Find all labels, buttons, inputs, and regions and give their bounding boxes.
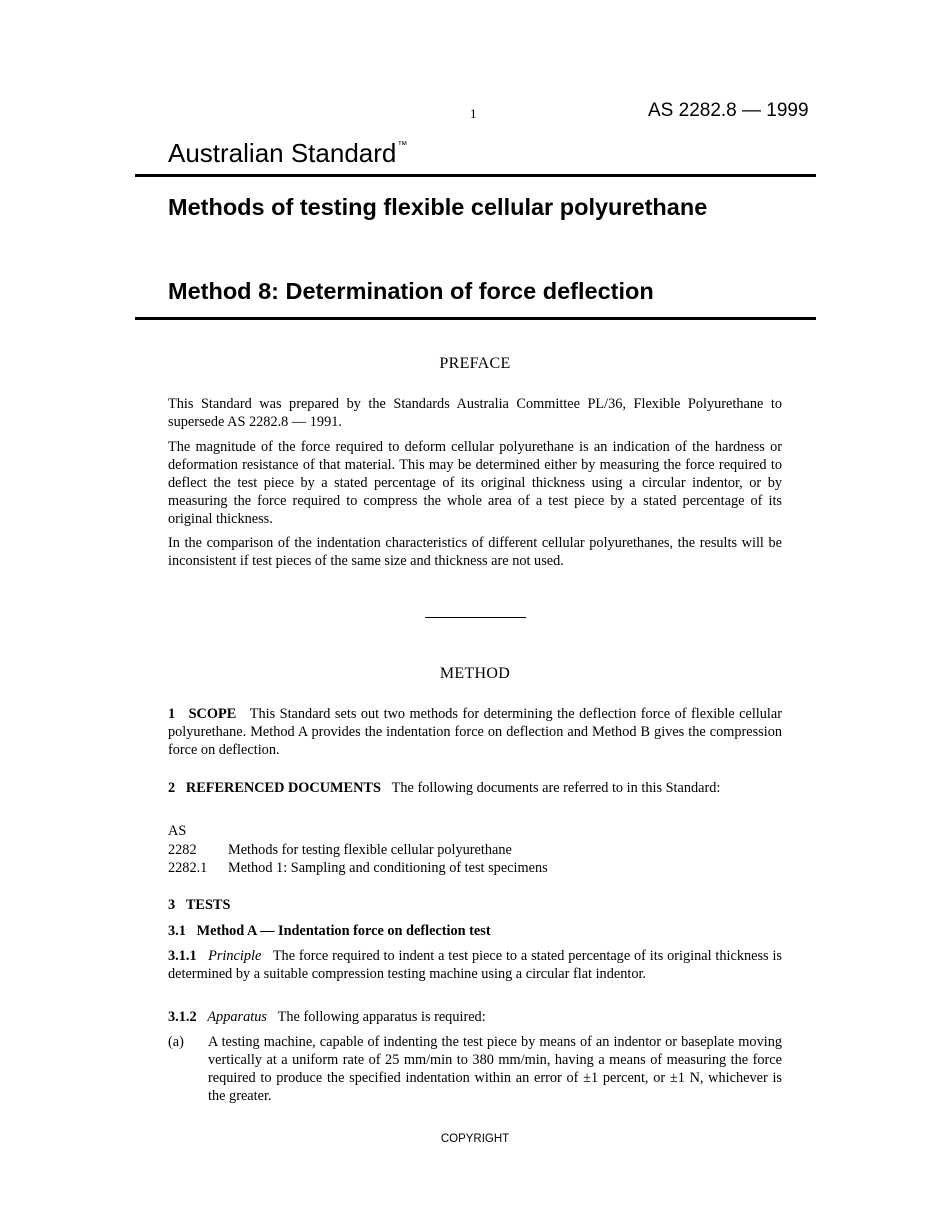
- clause-text: This Standard sets out two methods for determining the deflection force of flexible cellular polyurethane. Method A provides the indentation force on deflection and Method B gives the compression force on deflection.: [168, 706, 782, 758]
- preface-paragraph: The magnitude of the force required to deform cellular polyurethane is an indication of the hardness or deformation resistance of that material. This may be determined either by measuring the force required to deflect the test piece by a stated percentage of its original thickness using a circular indentor, or by measuring the force required to compress the whole area of a test piece by a stated percentage of its original thickness.: [168, 439, 782, 527]
- preface-heading: PREFACE: [439, 355, 511, 372]
- preface-paragraph: In the comparison of the indentation characteristics of different cellular polyurethanes, the results will be inconsistent if test pieces of the same size and thickness are not used.: [168, 535, 782, 569]
- clause-number: 3.1.1: [168, 948, 197, 964]
- clause-title: TESTS: [185, 897, 231, 913]
- standard-number: AS 2282.8 — 1999: [648, 100, 809, 121]
- item-text: A testing machine, capable of indenting the test piece by means of an indentor or baseplate moving vertically at a uniform rate of 25 mm/min to 380 mm/min, having a means of measuring the force required to produce the specified indentation within an error of ±1 percent, or ±1 N, whichever is the greater.: [208, 1034, 782, 1104]
- section-divider: [425, 617, 526, 618]
- method-heading: METHOD: [439, 665, 511, 682]
- method-title: Method 8: Determination of force deflection: [168, 278, 654, 304]
- document-title: Methods of testing flexible cellular polyurethane: [168, 194, 708, 220]
- title-top-rule: [135, 174, 816, 177]
- list-item: [168, 859, 548, 878]
- clause-title: REFERENCED DOCUMENTS: [185, 780, 381, 796]
- clause-number: 3: [168, 897, 176, 913]
- document-code: 2282: [168, 841, 197, 858]
- clause-number: 1: [168, 706, 176, 722]
- clause-label: Principle: [208, 948, 262, 964]
- clause-label: Apparatus: [207, 1009, 267, 1025]
- document-code: 2282.1: [168, 860, 208, 876]
- page-number: 1: [470, 106, 477, 121]
- apparatus-clause: [168, 1008, 782, 1026]
- list-item: [168, 841, 548, 860]
- standard-label-text: Australian Standard: [168, 138, 397, 168]
- title-bottom-rule: [135, 317, 816, 320]
- principle-clause: [168, 947, 782, 983]
- clause-title: Method A — Indentation force on deflection test: [196, 923, 491, 939]
- document-title: Methods for testing flexible cellular polyurethane: [228, 841, 512, 858]
- referenced-documents-list: [168, 822, 548, 878]
- copyright-footer: COPYRIGHT: [440, 1133, 510, 1145]
- clause-title: SCOPE: [188, 706, 237, 722]
- preface-paragraph: This Standard was prepared by the Standards Australia Committee PL/36, Flexible Polyurethane to supersede AS 2282.8 — 1991.: [168, 396, 782, 430]
- standard-label: [168, 138, 407, 169]
- subclause-heading: [168, 922, 782, 940]
- apparatus-item: [168, 1033, 782, 1105]
- clause-number: 3.1: [168, 923, 186, 939]
- scope-clause: [168, 705, 782, 759]
- document-title: Method 1: Sampling and conditioning of test specimens: [228, 860, 548, 876]
- trademark-symbol: ™: [397, 140, 408, 151]
- clause-number: 3.1.2: [168, 1009, 197, 1025]
- referenced-documents-clause: [168, 779, 782, 797]
- clause-text: The following apparatus is required:: [277, 1009, 486, 1025]
- clause-number: 2: [168, 780, 176, 796]
- tests-heading: [168, 896, 782, 914]
- item-label: (a): [168, 1034, 184, 1050]
- clause-text: The following documents are referred to in this Standard:: [391, 780, 721, 796]
- list-prefix: AS: [168, 823, 187, 839]
- clause-text: The force required to indent a test piece to a stated percentage of its original thickness is determined by a suitable compression testing machine using a circular flat indentor.: [168, 948, 782, 982]
